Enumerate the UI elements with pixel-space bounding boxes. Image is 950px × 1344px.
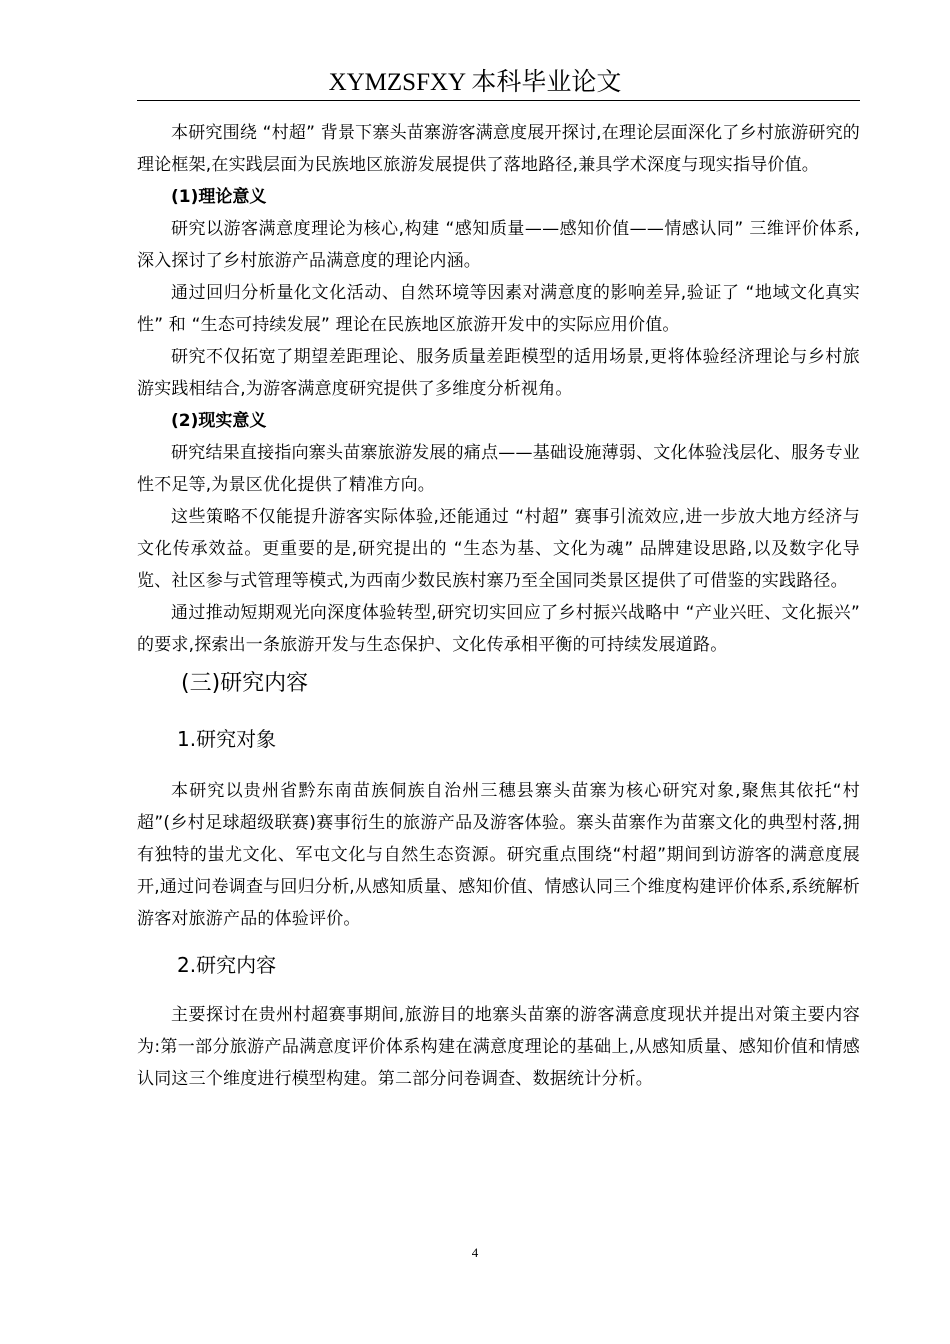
spacer <box>137 701 860 723</box>
page-number: 4 <box>471 1245 479 1260</box>
practical-significance-heading: (2)现实意义 <box>171 411 267 431</box>
spacer <box>137 935 860 949</box>
spacer <box>137 755 860 775</box>
practice-paragraph-3: 通过推动短期观光向深度体验转型,研究切实回应了乡村振兴战略中 “产业兴旺、文化振兴” 的要求,探索出一条旅游开发与生态保护、文化传承相平衡的可持续发展道路。 <box>137 603 860 655</box>
research-content-heading: 2.研究内容 <box>177 953 277 977</box>
spacer <box>137 981 860 999</box>
header-divider <box>137 100 860 101</box>
research-object-heading: 1.研究对象 <box>177 727 277 751</box>
page-header-title: XYMZSFXY 本科毕业论文 <box>328 69 622 96</box>
theory-paragraph-2: 通过回归分析量化文化活动、自然环境等因素对满意度的影响差异,验证了 “地域文化真实性” 和 “生态可持续发展” 理论在民族地区旅游开发中的实际应用价值。 <box>137 283 860 335</box>
theory-paragraph-1: 研究以游客满意度理论为核心,构建 “感知质量——感知价值——情感认同” 三维评价体系,深入探讨了乡村旅游产品满意度的理论内涵。 <box>137 219 860 271</box>
research-object-paragraph: 本研究以贵州省黔东南苗族侗族自治州三穗县寨头苗寨为核心研究对象,聚焦其依托“村超”(乡村足球超级联赛)赛事衍生的旅游产品及游客体验。寨头苗寨作为苗寨文化的典型村落,拥有独特的蚩尤文化、军屯文化与自然生态资源。研究重点围绕“村超”期间到访游客的满意度展开,通过问卷调查与回归分析,从感知质量、感知价值、情感认同三个维度构建评价体系,系统解析游客对旅游产品的体验评价。 <box>137 781 860 929</box>
theory-paragraph-3: 研究不仅拓宽了期望差距理论、服务质量差距模型的适用场景,更将体验经济理论与乡村旅游实践相结合,为游客满意度研究提供了多维度分析视角。 <box>137 347 860 399</box>
intro-paragraph: 本研究围绕 “村超” 背景下寨头苗寨游客满意度展开探讨,在理论层面深化了乡村旅游研究的理论框架,在实践层面为民族地区旅游发展提供了落地路径,兼具学术深度与现实指导价值。 <box>137 123 860 175</box>
theory-significance-heading: (1)理论意义 <box>171 187 267 207</box>
practice-paragraph-2: 这些策略不仅能提升游客实际体验,还能通过 “村超” 赛事引流效应,进一步放大地方经济与文化传承效益。更重要的是,研究提出的 “生态为基、文化为魂” 品牌建设思路,以及数字化导览、社区参与式管理等模式,为西南少数民族村寨乃至全国同类景区提供了可借鉴的实践路径。 <box>137 507 860 591</box>
research-content-paragraph: 主要探讨在贵州村超赛事期间,旅游目的地寨头苗寨的游客满意度现状并提出对策主要内容为:第一部分旅游产品满意度评价体系构建在满意度理论的基础上,从感知质量、感知价值和情感认同这三个维度进行模型构建。第二部分问卷调查、数据统计分析。 <box>137 1005 860 1089</box>
document-body <box>137 117 860 1095</box>
practice-paragraph-1: 研究结果直接指向寨头苗寨旅游发展的痛点——基础设施薄弱、文化体验浅层化、服务专业性不足等,为景区优化提供了精准方向。 <box>137 443 860 495</box>
section-3-heading: (三)研究内容 <box>181 671 309 696</box>
